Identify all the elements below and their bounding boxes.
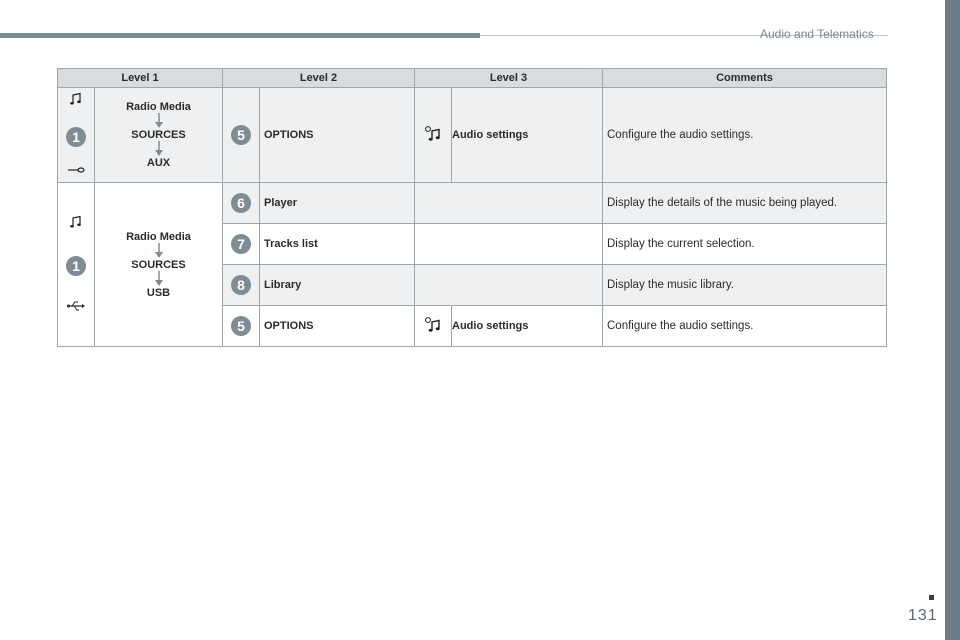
usb-icon <box>67 300 85 315</box>
comment-text: Display the details of the music being played. <box>607 197 838 209</box>
column-header: Level 1 <box>58 69 223 88</box>
step-badge: 1 <box>66 256 86 276</box>
level2-label: Player <box>264 197 298 209</box>
level2-label: OPTIONS <box>264 320 314 332</box>
path-step: AUX <box>146 157 171 169</box>
level1-path <box>95 101 222 169</box>
aux-cable-icon <box>67 165 85 178</box>
arrow-down-icon <box>154 141 164 157</box>
step-badge: 7 <box>231 234 251 254</box>
step-badge: 5 <box>231 316 251 336</box>
music-note-icon <box>69 92 83 109</box>
step-badge: 5 <box>231 125 251 145</box>
level2-cell <box>260 224 415 265</box>
table-row <box>58 88 887 183</box>
comment-text: Display the music library. <box>607 279 734 291</box>
comment-text: Display the current selection. <box>607 238 755 250</box>
column-header: Level 3 <box>415 69 603 88</box>
comment-cell <box>603 265 887 306</box>
comment-cell <box>603 224 887 265</box>
path-step: SOURCES <box>131 258 186 271</box>
top-rule <box>0 33 480 38</box>
comment-cell <box>603 306 887 347</box>
level2-badge-cell <box>223 224 260 265</box>
step-badge: 8 <box>231 275 251 295</box>
comment-cell <box>603 88 887 183</box>
step-badge: 1 <box>66 127 86 147</box>
column-header: Level 2 <box>223 69 415 88</box>
level2-label: Library <box>264 279 302 291</box>
comment-text: Configure the audio settings. <box>607 129 754 141</box>
audio-settings-icon <box>424 125 442 146</box>
level2-cell <box>260 265 415 306</box>
level2-cell <box>260 183 415 224</box>
column-header: Comments <box>603 69 887 88</box>
level1-path-cell <box>95 183 223 347</box>
path-step: SOURCES <box>131 129 186 141</box>
level3-label: Audio settings <box>452 129 529 141</box>
path-step: USB <box>146 286 171 299</box>
level3-cell <box>415 265 603 306</box>
side-edge-bar <box>945 0 960 640</box>
page-marker <box>929 595 934 600</box>
level3-cell <box>452 306 603 347</box>
level3-cell <box>452 88 603 183</box>
table-header-row <box>58 69 887 88</box>
path-step: Radio Media <box>126 230 191 243</box>
level3-cell <box>415 183 603 224</box>
arrow-down-icon <box>154 271 164 287</box>
table-row <box>58 183 887 224</box>
level3-icon-cell <box>415 88 452 183</box>
arrow-down-icon <box>154 113 164 129</box>
level2-badge-cell <box>223 183 260 224</box>
level3-label: Audio settings <box>452 320 529 332</box>
level2-cell <box>260 306 415 347</box>
level2-cell <box>260 88 415 183</box>
level3-icon-cell <box>415 306 452 347</box>
page-number: 131 <box>908 607 938 624</box>
audio-settings-icon <box>424 316 442 337</box>
level1-path-cell <box>95 88 223 183</box>
comment-text: Configure the audio settings. <box>607 320 754 332</box>
level2-label: Tracks list <box>264 238 318 250</box>
menu-table <box>57 68 887 347</box>
step-badge: 6 <box>231 193 251 213</box>
level1-icon-cell <box>58 183 95 347</box>
path-step: Radio Media <box>126 101 191 113</box>
comment-cell <box>603 183 887 224</box>
level3-cell <box>415 224 603 265</box>
section-title: Audio and Telematics <box>760 27 874 41</box>
music-note-icon <box>69 215 83 232</box>
level2-badge-cell <box>223 265 260 306</box>
level2-label: OPTIONS <box>264 129 314 141</box>
level1-path <box>95 231 222 299</box>
level2-badge-cell <box>223 306 260 347</box>
arrow-down-icon <box>154 243 164 259</box>
level2-badge-cell <box>223 88 260 183</box>
level1-icon-cell <box>58 88 95 183</box>
